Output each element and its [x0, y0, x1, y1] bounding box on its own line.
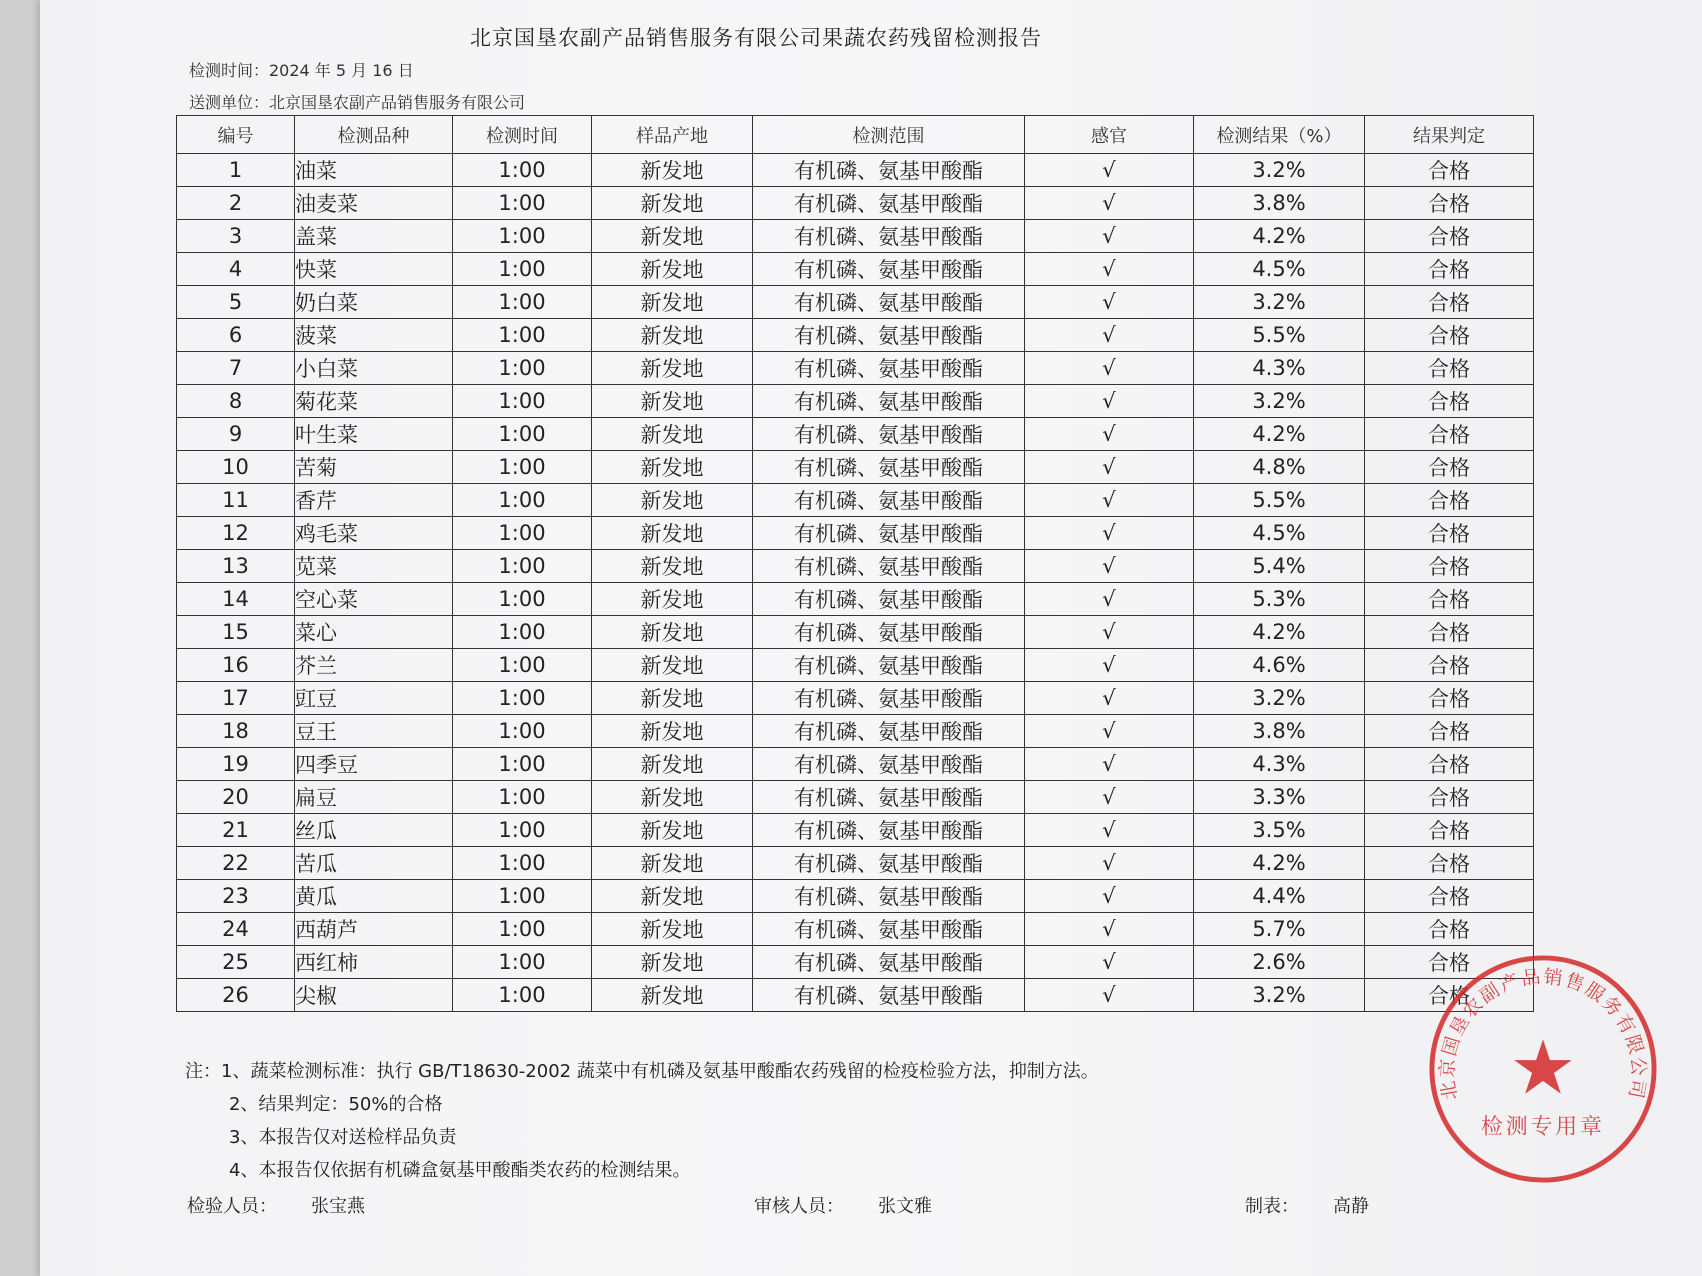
- row-sensory: √: [1025, 781, 1194, 814]
- row-result: 4.5%: [1194, 517, 1365, 550]
- table-row: [177, 286, 1534, 319]
- row-number: 2: [177, 187, 295, 220]
- row-variety: 苋菜: [295, 550, 453, 583]
- row-variety: 油麦菜: [295, 187, 453, 220]
- row-scope: 有机磷、氨基甲酸酯: [753, 847, 1025, 880]
- table-row: [177, 781, 1534, 814]
- row-test-time: 1:00: [453, 583, 592, 616]
- row-test-time: 1:00: [453, 550, 592, 583]
- row-test-time: 1:00: [453, 616, 592, 649]
- row-origin: 新发地: [592, 781, 753, 814]
- row-verdict: 合格: [1365, 748, 1534, 781]
- row-test-time: 1:00: [453, 748, 592, 781]
- row-sensory: √: [1025, 286, 1194, 319]
- table-row: [177, 748, 1534, 781]
- row-test-time: 1:00: [453, 220, 592, 253]
- table-row: [177, 517, 1534, 550]
- row-origin: 新发地: [592, 484, 753, 517]
- official-stamp: [1424, 950, 1662, 1188]
- row-origin: 新发地: [592, 913, 753, 946]
- row-sensory: √: [1025, 220, 1194, 253]
- table-row: [177, 418, 1534, 451]
- stamp-subtext: 检测专用章: [1481, 1114, 1605, 1140]
- row-number: 5: [177, 286, 295, 319]
- row-sensory: √: [1025, 385, 1194, 418]
- row-sensory: √: [1025, 451, 1194, 484]
- row-scope: 有机磷、氨基甲酸酯: [753, 715, 1025, 748]
- row-variety: 西红柿: [295, 946, 453, 979]
- row-variety: 菜心: [295, 616, 453, 649]
- stamp-arc-text: 北京国垦农副产品销售服务有限公司: [1437, 966, 1649, 1102]
- row-origin: 新发地: [592, 715, 753, 748]
- row-origin: 新发地: [592, 352, 753, 385]
- row-result: 2.6%: [1194, 946, 1365, 979]
- row-scope: 有机磷、氨基甲酸酯: [753, 946, 1025, 979]
- row-scope: 有机磷、氨基甲酸酯: [753, 319, 1025, 352]
- row-number: 10: [177, 451, 295, 484]
- row-scope: 有机磷、氨基甲酸酯: [753, 484, 1025, 517]
- row-number: 13: [177, 550, 295, 583]
- table-row: [177, 220, 1534, 253]
- row-verdict: 合格: [1365, 319, 1534, 352]
- table-row: [177, 847, 1534, 880]
- row-origin: 新发地: [592, 220, 753, 253]
- row-number: 25: [177, 946, 295, 979]
- row-origin: 新发地: [592, 847, 753, 880]
- table-row: [177, 682, 1534, 715]
- row-scope: 有机磷、氨基甲酸酯: [753, 187, 1025, 220]
- row-result: 5.5%: [1194, 484, 1365, 517]
- row-origin: 新发地: [592, 748, 753, 781]
- row-variety: 奶白菜: [295, 286, 453, 319]
- row-verdict: 合格: [1365, 550, 1534, 583]
- row-verdict: 合格: [1365, 286, 1534, 319]
- row-variety: 丝瓜: [295, 814, 453, 847]
- row-verdict: 合格: [1365, 814, 1534, 847]
- row-result: 5.5%: [1194, 319, 1365, 352]
- table-row: [177, 979, 1534, 1012]
- reviewer-name: 张文雅: [878, 1196, 932, 1217]
- row-test-time: 1:00: [453, 814, 592, 847]
- row-number: 7: [177, 352, 295, 385]
- row-test-time: 1:00: [453, 946, 592, 979]
- row-variety: 鸡毛菜: [295, 517, 453, 550]
- row-sensory: √: [1025, 319, 1194, 352]
- row-number: 21: [177, 814, 295, 847]
- row-number: 18: [177, 715, 295, 748]
- row-variety: 扁豆: [295, 781, 453, 814]
- row-test-time: 1:00: [453, 484, 592, 517]
- row-test-time: 1:00: [453, 319, 592, 352]
- row-result: 4.3%: [1194, 748, 1365, 781]
- row-origin: 新发地: [592, 946, 753, 979]
- results-table: [176, 115, 1534, 1012]
- reviewer-label: 审核人员：: [754, 1196, 844, 1217]
- table-row: [177, 616, 1534, 649]
- row-verdict: 合格: [1365, 418, 1534, 451]
- row-sensory: √: [1025, 550, 1194, 583]
- table-row: [177, 880, 1534, 913]
- row-test-time: 1:00: [453, 880, 592, 913]
- row-number: 11: [177, 484, 295, 517]
- table-header-row: [177, 116, 1534, 154]
- table-row: [177, 187, 1534, 220]
- row-sensory: √: [1025, 187, 1194, 220]
- row-verdict: 合格: [1365, 451, 1534, 484]
- row-variety: 油菜: [295, 154, 453, 187]
- table-row: [177, 913, 1534, 946]
- row-number: 22: [177, 847, 295, 880]
- row-result: 3.8%: [1194, 187, 1365, 220]
- row-sensory: √: [1025, 979, 1194, 1012]
- row-result: 3.8%: [1194, 715, 1365, 748]
- note-4: 4、本报告仅依据有机磷盒氨基甲酸酯类农药的检测结果。: [229, 1160, 691, 1181]
- header-variety: 检测品种: [295, 116, 453, 154]
- row-scope: 有机磷、氨基甲酸酯: [753, 451, 1025, 484]
- row-result: 4.4%: [1194, 880, 1365, 913]
- row-test-time: 1:00: [453, 352, 592, 385]
- row-number: 17: [177, 682, 295, 715]
- row-test-time: 1:00: [453, 187, 592, 220]
- row-number: 24: [177, 913, 295, 946]
- row-sensory: √: [1025, 913, 1194, 946]
- row-origin: 新发地: [592, 979, 753, 1012]
- table-row: [177, 583, 1534, 616]
- row-result: 4.6%: [1194, 649, 1365, 682]
- row-scope: 有机磷、氨基甲酸酯: [753, 583, 1025, 616]
- row-verdict: 合格: [1365, 220, 1534, 253]
- row-verdict: 合格: [1365, 946, 1534, 979]
- row-scope: 有机磷、氨基甲酸酯: [753, 253, 1025, 286]
- row-result: 4.3%: [1194, 352, 1365, 385]
- row-verdict: 合格: [1365, 649, 1534, 682]
- row-test-time: 1:00: [453, 517, 592, 550]
- row-sensory: √: [1025, 748, 1194, 781]
- row-number: 3: [177, 220, 295, 253]
- row-variety: 快菜: [295, 253, 453, 286]
- row-sensory: √: [1025, 253, 1194, 286]
- row-verdict: 合格: [1365, 979, 1534, 1012]
- row-variety: 小白菜: [295, 352, 453, 385]
- row-test-time: 1:00: [453, 418, 592, 451]
- row-verdict: 合格: [1365, 187, 1534, 220]
- header-no: 编号: [177, 116, 295, 154]
- row-test-time: 1:00: [453, 781, 592, 814]
- row-origin: 新发地: [592, 583, 753, 616]
- row-origin: 新发地: [592, 154, 753, 187]
- submitting-unit: 送测单位：北京国垦农副产品销售服务有限公司: [189, 93, 526, 112]
- row-scope: 有机磷、氨基甲酸酯: [753, 913, 1025, 946]
- row-result: 5.4%: [1194, 550, 1365, 583]
- table-row: [177, 253, 1534, 286]
- row-variety: 豇豆: [295, 682, 453, 715]
- row-sensory: √: [1025, 715, 1194, 748]
- table-row: [177, 550, 1534, 583]
- header-verdict: 结果判定: [1365, 116, 1534, 154]
- note-3: 3、本报告仅对送检样品负责: [229, 1127, 457, 1148]
- row-sensory: √: [1025, 418, 1194, 451]
- stamp-star-icon: [1514, 1039, 1572, 1094]
- inspector-signature: [187, 1192, 365, 1218]
- row-verdict: 合格: [1365, 781, 1534, 814]
- header-result: 检测结果（%）: [1194, 116, 1365, 154]
- row-number: 26: [177, 979, 295, 1012]
- table-row: [177, 946, 1534, 979]
- row-origin: 新发地: [592, 286, 753, 319]
- note-2: 2、结果判定：50%的合格: [229, 1094, 443, 1115]
- row-test-time: 1:00: [453, 649, 592, 682]
- test-time: 检测时间：2024 年 5 月 16 日: [189, 61, 414, 80]
- row-scope: 有机磷、氨基甲酸酯: [753, 682, 1025, 715]
- tabulator-signature: [1245, 1192, 1369, 1218]
- row-result: 5.3%: [1194, 583, 1365, 616]
- row-origin: 新发地: [592, 682, 753, 715]
- row-variety: 菊花菜: [295, 385, 453, 418]
- row-origin: 新发地: [592, 649, 753, 682]
- row-sensory: √: [1025, 946, 1194, 979]
- row-test-time: 1:00: [453, 154, 592, 187]
- row-verdict: 合格: [1365, 913, 1534, 946]
- row-sensory: √: [1025, 517, 1194, 550]
- row-scope: 有机磷、氨基甲酸酯: [753, 814, 1025, 847]
- row-origin: 新发地: [592, 451, 753, 484]
- row-variety: 菠菜: [295, 319, 453, 352]
- report-title: 北京国垦农副产品销售服务有限公司果蔬农药残留检测报告: [470, 26, 1042, 50]
- row-result: 3.3%: [1194, 781, 1365, 814]
- row-variety: 尖椒: [295, 979, 453, 1012]
- row-result: 4.8%: [1194, 451, 1365, 484]
- row-origin: 新发地: [592, 880, 753, 913]
- row-variety: 豆王: [295, 715, 453, 748]
- tabulator-label: 制表：: [1245, 1196, 1299, 1217]
- row-scope: 有机磷、氨基甲酸酯: [753, 154, 1025, 187]
- table-row: [177, 385, 1534, 418]
- header-sensory: 感官: [1025, 116, 1194, 154]
- row-result: 4.2%: [1194, 847, 1365, 880]
- row-number: 12: [177, 517, 295, 550]
- row-variety: 芥兰: [295, 649, 453, 682]
- row-number: 1: [177, 154, 295, 187]
- row-scope: 有机磷、氨基甲酸酯: [753, 649, 1025, 682]
- table-row: [177, 352, 1534, 385]
- row-result: 3.2%: [1194, 385, 1365, 418]
- row-verdict: 合格: [1365, 517, 1534, 550]
- row-sensory: √: [1025, 649, 1194, 682]
- header-test-time: 检测时间: [453, 116, 592, 154]
- row-scope: 有机磷、氨基甲酸酯: [753, 979, 1025, 1012]
- inspector-name: 张宝燕: [311, 1196, 365, 1217]
- row-verdict: 合格: [1365, 682, 1534, 715]
- row-scope: 有机磷、氨基甲酸酯: [753, 781, 1025, 814]
- row-test-time: 1:00: [453, 286, 592, 319]
- row-origin: 新发地: [592, 319, 753, 352]
- row-verdict: 合格: [1365, 154, 1534, 187]
- notes: [185, 1057, 1099, 1189]
- row-number: 19: [177, 748, 295, 781]
- note-1: 注：1、蔬菜检测标准：执行 GB/T18630-2002 蔬菜中有机磷及氨基甲酸酯农药残留的检疫检验方法，抑制方法。: [185, 1061, 1099, 1082]
- row-variety: 西葫芦: [295, 913, 453, 946]
- row-result: 5.7%: [1194, 913, 1365, 946]
- tabulator-name: 高静: [1333, 1196, 1369, 1217]
- row-sensory: √: [1025, 682, 1194, 715]
- row-verdict: 合格: [1365, 583, 1534, 616]
- row-test-time: 1:00: [453, 451, 592, 484]
- row-variety: 叶生菜: [295, 418, 453, 451]
- header-origin: 样品产地: [592, 116, 753, 154]
- row-sensory: √: [1025, 880, 1194, 913]
- row-variety: 盖菜: [295, 220, 453, 253]
- row-sensory: √: [1025, 847, 1194, 880]
- row-origin: 新发地: [592, 616, 753, 649]
- row-test-time: 1:00: [453, 253, 592, 286]
- row-result: 4.2%: [1194, 418, 1365, 451]
- row-result: 4.2%: [1194, 616, 1365, 649]
- row-sensory: √: [1025, 154, 1194, 187]
- row-test-time: 1:00: [453, 682, 592, 715]
- row-sensory: √: [1025, 814, 1194, 847]
- table-row: [177, 319, 1534, 352]
- row-verdict: 合格: [1365, 484, 1534, 517]
- reviewer-signature: [754, 1192, 932, 1218]
- row-verdict: 合格: [1365, 880, 1534, 913]
- row-number: 4: [177, 253, 295, 286]
- row-origin: 新发地: [592, 418, 753, 451]
- row-scope: 有机磷、氨基甲酸酯: [753, 418, 1025, 451]
- row-number: 8: [177, 385, 295, 418]
- row-sensory: √: [1025, 352, 1194, 385]
- table-row: [177, 154, 1534, 187]
- row-verdict: 合格: [1365, 253, 1534, 286]
- table-row: [177, 451, 1534, 484]
- row-number: 16: [177, 649, 295, 682]
- row-test-time: 1:00: [453, 715, 592, 748]
- row-scope: 有机磷、氨基甲酸酯: [753, 550, 1025, 583]
- row-result: 4.5%: [1194, 253, 1365, 286]
- row-variety: 空心菜: [295, 583, 453, 616]
- row-scope: 有机磷、氨基甲酸酯: [753, 517, 1025, 550]
- row-number: 15: [177, 616, 295, 649]
- row-variety: 香芹: [295, 484, 453, 517]
- row-scope: 有机磷、氨基甲酸酯: [753, 385, 1025, 418]
- row-origin: 新发地: [592, 550, 753, 583]
- row-variety: 黄瓜: [295, 880, 453, 913]
- row-variety: 苦菊: [295, 451, 453, 484]
- row-verdict: 合格: [1365, 616, 1534, 649]
- table-row: [177, 484, 1534, 517]
- row-scope: 有机磷、氨基甲酸酯: [753, 880, 1025, 913]
- row-origin: 新发地: [592, 253, 753, 286]
- row-variety: 四季豆: [295, 748, 453, 781]
- row-result: 3.5%: [1194, 814, 1365, 847]
- inspector-label: 检验人员：: [187, 1196, 277, 1217]
- row-verdict: 合格: [1365, 352, 1534, 385]
- row-number: 14: [177, 583, 295, 616]
- table-row: [177, 814, 1534, 847]
- row-scope: 有机磷、氨基甲酸酯: [753, 286, 1025, 319]
- row-origin: 新发地: [592, 517, 753, 550]
- row-scope: 有机磷、氨基甲酸酯: [753, 616, 1025, 649]
- row-sensory: √: [1025, 583, 1194, 616]
- row-scope: 有机磷、氨基甲酸酯: [753, 220, 1025, 253]
- row-number: 6: [177, 319, 295, 352]
- row-number: 23: [177, 880, 295, 913]
- row-verdict: 合格: [1365, 385, 1534, 418]
- row-number: 9: [177, 418, 295, 451]
- row-verdict: 合格: [1365, 715, 1534, 748]
- row-test-time: 1:00: [453, 847, 592, 880]
- row-sensory: √: [1025, 484, 1194, 517]
- row-number: 20: [177, 781, 295, 814]
- row-result: 3.2%: [1194, 682, 1365, 715]
- row-verdict: 合格: [1365, 847, 1534, 880]
- row-test-time: 1:00: [453, 979, 592, 1012]
- row-origin: 新发地: [592, 814, 753, 847]
- table-row: [177, 715, 1534, 748]
- row-origin: 新发地: [592, 187, 753, 220]
- row-result: 3.2%: [1194, 979, 1365, 1012]
- row-scope: 有机磷、氨基甲酸酯: [753, 352, 1025, 385]
- row-result: 3.2%: [1194, 286, 1365, 319]
- row-sensory: √: [1025, 616, 1194, 649]
- table-row: [177, 649, 1534, 682]
- row-test-time: 1:00: [453, 913, 592, 946]
- header-scope: 检测范围: [753, 116, 1025, 154]
- row-origin: 新发地: [592, 385, 753, 418]
- row-result: 3.2%: [1194, 154, 1365, 187]
- row-scope: 有机磷、氨基甲酸酯: [753, 748, 1025, 781]
- row-test-time: 1:00: [453, 385, 592, 418]
- row-variety: 苦瓜: [295, 847, 453, 880]
- row-result: 4.2%: [1194, 220, 1365, 253]
